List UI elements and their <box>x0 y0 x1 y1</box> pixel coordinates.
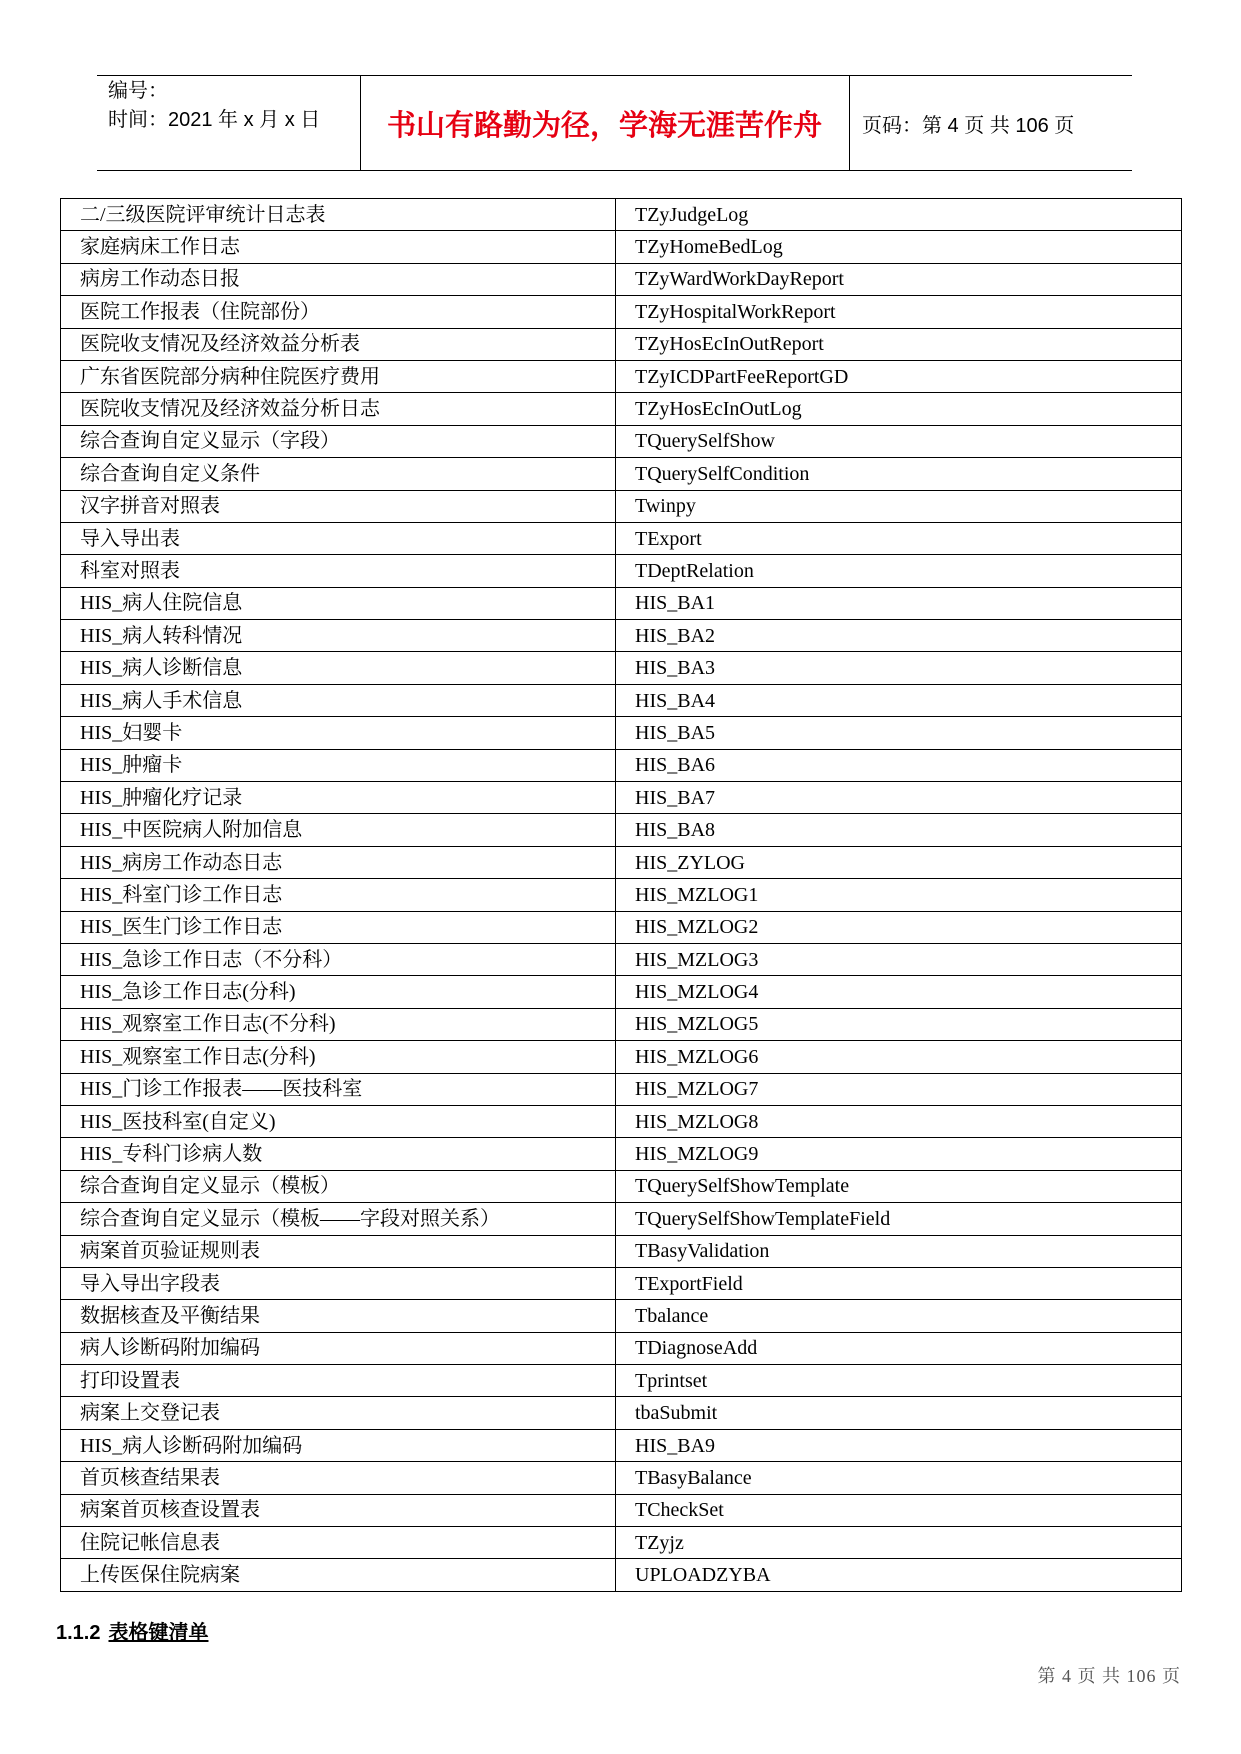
table-code-cell: tbaSubmit <box>616 1397 1182 1429</box>
table-code-cell: TDeptRelation <box>616 555 1182 587</box>
table-name-cell: 病案上交登记表 <box>61 1397 616 1429</box>
table-name-cell: HIS_科室门诊工作日志 <box>61 879 616 911</box>
table-row <box>61 943 1182 975</box>
table-name-cell: 科室对照表 <box>61 555 616 587</box>
table-row <box>61 782 1182 814</box>
table-name-cell: 医院收支情况及经济效益分析表 <box>61 328 616 360</box>
table-code-cell: TExport <box>616 522 1182 554</box>
table-code-cell: TCheckSet <box>616 1494 1182 1526</box>
table-name-cell: HIS_门诊工作报表——医技科室 <box>61 1073 616 1105</box>
table-name-cell: 广东省医院部分病种住院医疗费用 <box>61 360 616 392</box>
table-name-cell: HIS_医生门诊工作日志 <box>61 911 616 943</box>
table-code-cell: TZyHosEcInOutLog <box>616 393 1182 425</box>
table-row <box>61 749 1182 781</box>
table-code-cell: Twinpy <box>616 490 1182 522</box>
table-code-cell: HIS_BA2 <box>616 620 1182 652</box>
table-row <box>61 814 1182 846</box>
table-code-cell: HIS_MZLOG9 <box>616 1138 1182 1170</box>
table-code-cell: HIS_MZLOG8 <box>616 1105 1182 1137</box>
table-code-cell: TZyHosEcInOutReport <box>616 328 1182 360</box>
table-row <box>61 911 1182 943</box>
table-code-cell: TBasyBalance <box>616 1462 1182 1494</box>
table-code-cell: HIS_MZLOG5 <box>616 1008 1182 1040</box>
document-time-label: 时间：2021 年 x 月 x 日 <box>108 109 321 131</box>
table-name-cell: HIS_病人手术信息 <box>61 684 616 716</box>
table-name-cell: 打印设置表 <box>61 1365 616 1397</box>
table-code-cell: HIS_MZLOG4 <box>616 976 1182 1008</box>
table-row <box>61 1170 1182 1202</box>
table-code-cell: HIS_BA9 <box>616 1429 1182 1461</box>
table-name-cell: HIS_病房工作动态日志 <box>61 846 616 878</box>
section-title: 表格键清单 <box>108 1622 209 1644</box>
header-divider <box>849 76 850 170</box>
table-row <box>61 652 1182 684</box>
table-row <box>61 1203 1182 1235</box>
table-name-cell: 医院收支情况及经济效益分析日志 <box>61 393 616 425</box>
table-row <box>61 1041 1182 1073</box>
table-name-cell: 住院记帐信息表 <box>61 1527 616 1559</box>
table-code-cell: UPLOADZYBA <box>616 1559 1182 1591</box>
table-row <box>61 1267 1182 1299</box>
table-row <box>61 1462 1182 1494</box>
table-row <box>61 522 1182 554</box>
table-name-cell: HIS_病人转科情况 <box>61 620 616 652</box>
table-row <box>61 328 1182 360</box>
table-name-cell: 病人诊断码附加编码 <box>61 1332 616 1364</box>
document-number-label: 编号： <box>108 80 168 102</box>
table-name-cell: HIS_中医院病人附加信息 <box>61 814 616 846</box>
table-code-cell: HIS_BA1 <box>616 587 1182 619</box>
table-row <box>61 1332 1182 1364</box>
table-row <box>61 1138 1182 1170</box>
table-row <box>61 231 1182 263</box>
table-row <box>61 490 1182 522</box>
table-row <box>61 1397 1182 1429</box>
table-name-cell: 综合查询自定义显示（字段） <box>61 425 616 457</box>
table-body <box>61 199 1182 1592</box>
table-row <box>61 1008 1182 1040</box>
table-name-cell: HIS_观察室工作日志(分科) <box>61 1041 616 1073</box>
table-name-cell: 病案首页验证规则表 <box>61 1235 616 1267</box>
table-code-cell: TZyjz <box>616 1527 1182 1559</box>
table-row <box>61 555 1182 587</box>
table-name-cell: HIS_观察室工作日志(不分科) <box>61 1008 616 1040</box>
table-code-cell: TQuerySelfShow <box>616 425 1182 457</box>
table-name-cell: 首页核查结果表 <box>61 1462 616 1494</box>
table-row <box>61 976 1182 1008</box>
table-row <box>61 1365 1182 1397</box>
table-name-cell: HIS_病人诊断信息 <box>61 652 616 684</box>
table-row <box>61 458 1182 490</box>
table-name-cell: HIS_肿瘤卡 <box>61 749 616 781</box>
page-footer: 第 4 页 共 106 页 <box>1037 1666 1181 1686</box>
table-row <box>61 879 1182 911</box>
table-name-cell: 上传医保住院病案 <box>61 1559 616 1591</box>
table-row <box>61 199 1182 231</box>
table-list <box>60 198 1182 1592</box>
table-name-cell: HIS_妇婴卡 <box>61 717 616 749</box>
table-row <box>61 1494 1182 1526</box>
table-code-cell: TZyHospitalWorkReport <box>616 296 1182 328</box>
table-name-cell: 数据核查及平衡结果 <box>61 1300 616 1332</box>
table-row <box>61 1235 1182 1267</box>
table-name-cell: 医院工作报表（住院部份） <box>61 296 616 328</box>
table-name-cell: 综合查询自定义显示（模板） <box>61 1170 616 1202</box>
table-code-cell: HIS_BA8 <box>616 814 1182 846</box>
table-row <box>61 717 1182 749</box>
table-row <box>61 425 1182 457</box>
table-name-cell: 汉字拼音对照表 <box>61 490 616 522</box>
table-row <box>61 296 1182 328</box>
table-row <box>61 587 1182 619</box>
table-name-cell: 综合查询自定义显示（模板——字段对照关系） <box>61 1203 616 1235</box>
table-name-cell: HIS_急诊工作日志（不分科） <box>61 943 616 975</box>
table-name-cell: HIS_病人住院信息 <box>61 587 616 619</box>
table-name-cell: HIS_肿瘤化疗记录 <box>61 782 616 814</box>
header-page-label: 页码：第 4 页 共 106 页 <box>862 114 1075 137</box>
table-row <box>61 1105 1182 1137</box>
table-row <box>61 620 1182 652</box>
table-code-cell: HIS_BA7 <box>616 782 1182 814</box>
table-code-cell: TBasyValidation <box>616 1235 1182 1267</box>
table-code-cell: TQuerySelfShowTemplateField <box>616 1203 1182 1235</box>
table-row <box>61 393 1182 425</box>
table-name-cell: HIS_医技科室(自定义) <box>61 1105 616 1137</box>
table-row <box>61 1073 1182 1105</box>
table-code-cell: TDiagnoseAdd <box>616 1332 1182 1364</box>
table-name-cell: 二/三级医院评审统计日志表 <box>61 199 616 231</box>
table-name-cell: HIS_专科门诊病人数 <box>61 1138 616 1170</box>
table-code-cell: TQuerySelfCondition <box>616 458 1182 490</box>
table-code-cell: HIS_MZLOG6 <box>616 1041 1182 1073</box>
table-row <box>61 263 1182 295</box>
table-code-cell: HIS_ZYLOG <box>616 846 1182 878</box>
table-code-cell: Tprintset <box>616 1365 1182 1397</box>
table-code-cell: TZyJudgeLog <box>616 199 1182 231</box>
table-row <box>61 1300 1182 1332</box>
table-code-cell: TQuerySelfShowTemplate <box>616 1170 1182 1202</box>
table-code-cell: Tbalance <box>616 1300 1182 1332</box>
table-code-cell: HIS_BA6 <box>616 749 1182 781</box>
table-code-cell: HIS_MZLOG1 <box>616 879 1182 911</box>
table-code-cell: TZyICDPartFeeReportGD <box>616 360 1182 392</box>
table-name-cell: 病房工作动态日报 <box>61 263 616 295</box>
table-name-cell: 病案首页核查设置表 <box>61 1494 616 1526</box>
table-name-cell: 综合查询自定义条件 <box>61 458 616 490</box>
table-name-cell: 导入导出字段表 <box>61 1267 616 1299</box>
table-code-cell: TExportField <box>616 1267 1182 1299</box>
table-name-cell: 导入导出表 <box>61 522 616 554</box>
table-code-cell: HIS_MZLOG2 <box>616 911 1182 943</box>
table-code-cell: HIS_MZLOG3 <box>616 943 1182 975</box>
table-row <box>61 1527 1182 1559</box>
table-code-cell: HIS_BA5 <box>616 717 1182 749</box>
table-code-cell: HIS_MZLOG7 <box>616 1073 1182 1105</box>
section-number: 1.1.2 <box>56 1622 101 1644</box>
table-code-cell: TZyHomeBedLog <box>616 231 1182 263</box>
table-row <box>61 1429 1182 1461</box>
table-row <box>61 360 1182 392</box>
table-code-cell: HIS_BA3 <box>616 652 1182 684</box>
section-heading <box>56 1620 208 1646</box>
table-code-cell: TZyWardWorkDayReport <box>616 263 1182 295</box>
table-row <box>61 846 1182 878</box>
table-row <box>61 684 1182 716</box>
table-code-cell: HIS_BA4 <box>616 684 1182 716</box>
table-name-cell: HIS_急诊工作日志(分科) <box>61 976 616 1008</box>
table-name-cell: HIS_病人诊断码附加编码 <box>61 1429 616 1461</box>
page-header <box>97 75 1132 171</box>
table-row <box>61 1559 1182 1591</box>
table-name-cell: 家庭病床工作日志 <box>61 231 616 263</box>
header-motto: 书山有路勤为径，学海无涯苦作舟 <box>386 109 822 142</box>
